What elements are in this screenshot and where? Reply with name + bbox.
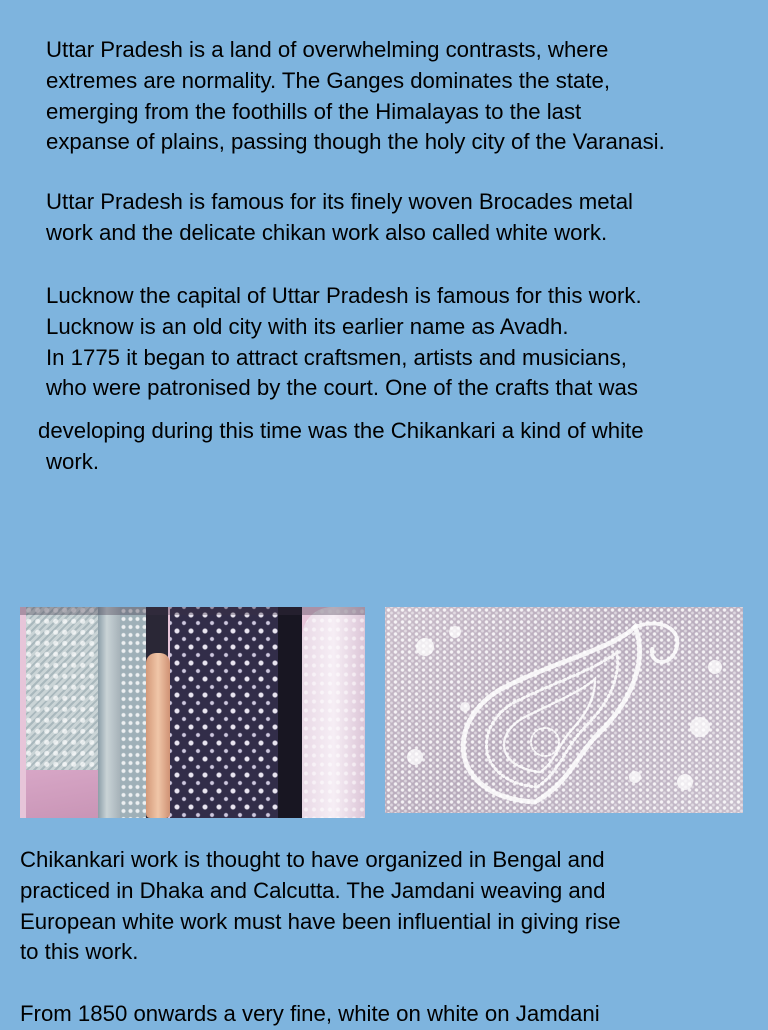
lace-garment-panel (120, 607, 146, 818)
paragraph-ganges: Uttar Pradesh is a land of overwhelming contrasts, where extremes are normality. The Ganges dominates the state, emerging from the foothills of the Himalayas to the last expanse of plains, passing though the holy city of the Varanasi. (46, 37, 665, 155)
paragraph-lucknow: Lucknow the capital of Uttar Pradesh is famous for this work. Lucknow is an old city with its earlier name as Avadh. In 1775 it began to attract craftsmen, artists and musicians, who were patronised by the court. One of the crafts that was (46, 283, 642, 401)
paisley-motif (385, 607, 743, 813)
paragraph-brocades: Uttar Pradesh is famous for its finely woven Brocades metal work and the delicate chikan work also called white work. (46, 189, 633, 245)
mannequin-arm (146, 653, 170, 818)
lace-garment-panel (26, 607, 98, 818)
paragraph-line: work. (46, 448, 100, 474)
paragraph-chikankari-development (38, 416, 758, 478)
dark-garment-panel (278, 607, 302, 818)
paragraph-bengal-origin: Chikankari work is thought to have organized in Bengal and practiced in Dhaka and Calcutta. The Jamdani weaving and European white work must have been influential in giving rise to this work. (20, 847, 621, 965)
pink-embroidered-garment (302, 607, 365, 818)
rack-shadow (20, 607, 365, 615)
chikan-garments-photo (20, 607, 365, 818)
paragraph-line: developing during this time was the Chikankari a kind of white (38, 418, 644, 443)
white-paisley-embroidery-photo (385, 607, 743, 813)
dark-embroidered-garment (170, 607, 278, 818)
paragraph-1850-onwards: From 1850 onwards a very fine, white on white on Jamdani (20, 1001, 600, 1026)
garment-seam (98, 607, 120, 818)
